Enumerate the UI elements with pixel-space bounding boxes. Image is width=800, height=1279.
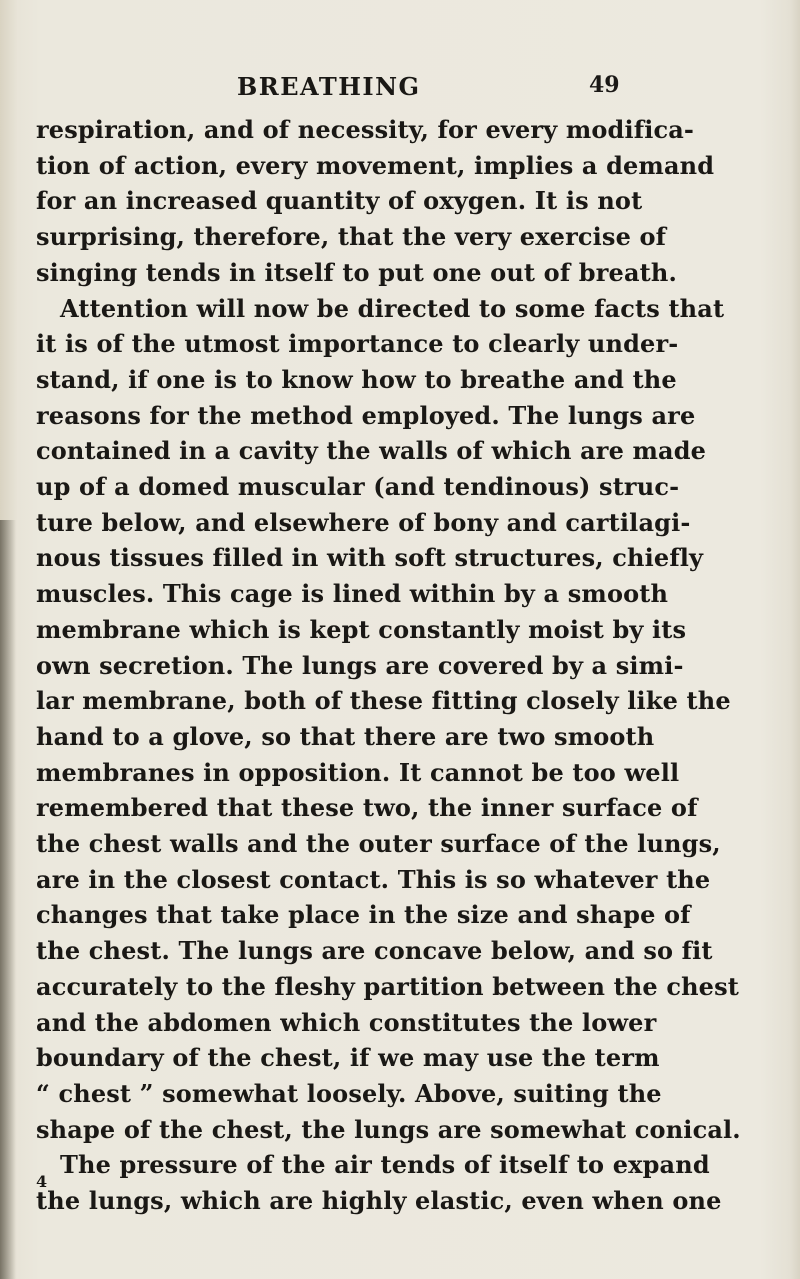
text-line: The pressure of the air tends of itself to expand [60,1150,710,1180]
text-line: surprising, therefore, that the very exercise of [36,222,667,252]
text-line: the chest. The lungs are concave below, and so fit [36,936,713,966]
text-line: own secretion. The lungs are covered by a simi- [36,650,684,680]
signature-mark: 4 [36,1172,48,1191]
text-line: nous tissues filled in with soft structures, chiefly [36,543,704,573]
text-line: ture below, and elsewhere of bony and cartilagi- [36,507,691,537]
text-line: are in the closest contact. This is so whatever the [36,864,711,894]
text-line: stand, if one is to know how to breathe and the [36,364,677,394]
text-line: respiration, and of necessity, for every modifica- [36,115,695,144]
page-number: 49 [589,72,620,98]
text-line: remembered that these two, the inner surface of [36,793,698,823]
text-line: shape of the chest, the lungs are somewhat conical. [36,1114,741,1144]
body-text [36,112,741,1219]
text-line: it is of the utmost importance to clearly under- [36,329,679,359]
text-line: and the abdomen which constitutes the lower [36,1007,657,1037]
text-line: lar membrane, both of these fitting closely like the [36,686,731,716]
spine-shadow [0,520,16,1279]
text-line: up of a domed muscular (and tendinous) struc- [36,472,680,502]
text-line: membranes in opposition. It cannot be too well [36,757,680,787]
text-line: the lungs, which are highly elastic, even when one [36,1186,722,1216]
text-line: boundary of the chest, if we may use the term [36,1043,660,1073]
text-line: hand to a glove, so that there are two smooth [36,721,655,751]
text-line: contained in a cavity the walls of which are made [36,436,707,466]
running-head: BREATHING [237,72,421,101]
text-line: “ chest ” somewhat loosely. Above, suiting the [36,1078,662,1108]
text-line: tion of action, every movement, implies a demand [36,150,715,180]
text-line: the chest walls and the outer surface of the lungs, [36,829,721,859]
text-line: singing tends in itself to put one out of breath. [36,257,677,287]
text-line: muscles. This cage is lined within by a smooth [36,579,669,609]
text-line: accurately to the fleshy partition between the chest [36,971,740,1001]
text-line: membrane which is kept constantly moist by its [36,614,687,644]
text-line: Attention will now be directed to some facts that [60,293,725,323]
text-line: changes that take place in the size and shape of [36,900,691,930]
text-line: for an increased quantity of oxygen. It is not [36,186,643,216]
text-line: reasons for the method employed. The lungs are [36,400,696,430]
